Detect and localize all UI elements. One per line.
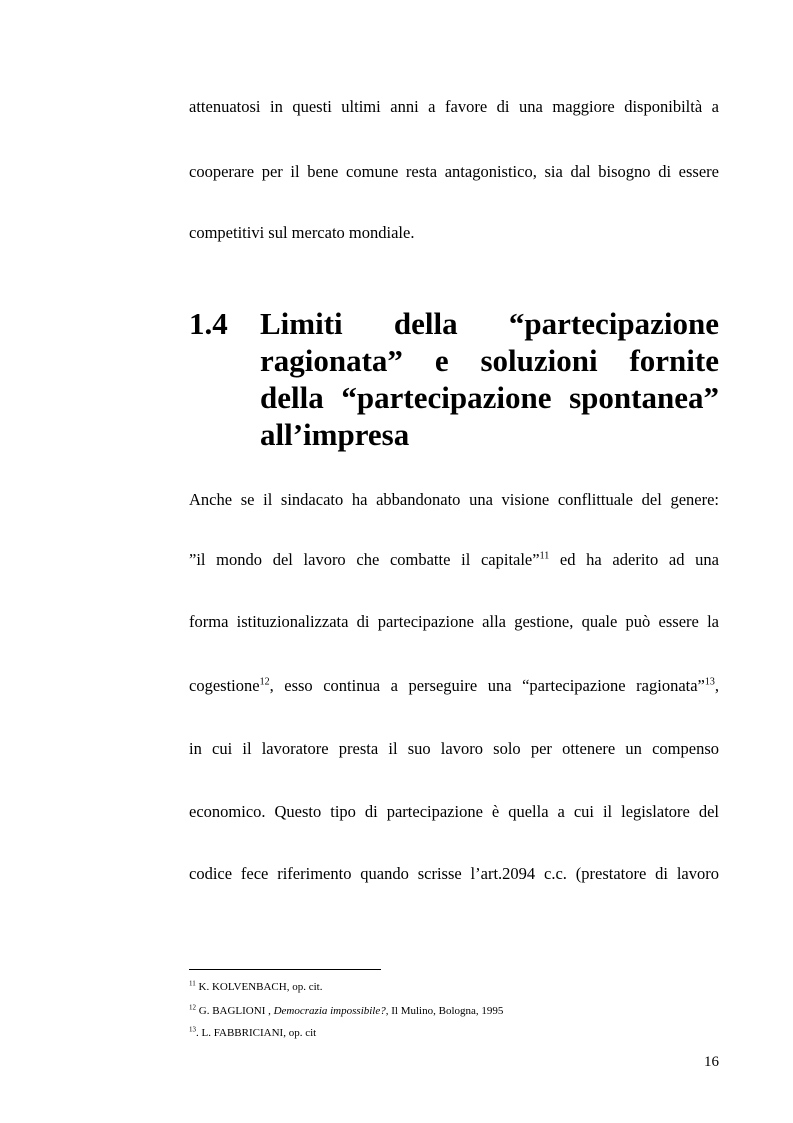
section-title-line: all’impresa: [260, 417, 410, 452]
footnote-book-title: Democrazia impossibile?: [273, 1005, 386, 1017]
text-line: competitivi sul mercato mondiale.: [189, 223, 415, 242]
section-title-line: Limiti della “partecipazione: [260, 306, 719, 341]
footnote-text: . L. FABBRICIANI, op. cit: [196, 1027, 317, 1039]
footnote: [189, 980, 322, 994]
section-title-line: della “partecipazione spontanea”: [260, 380, 719, 415]
footnote-mark: 11: [189, 979, 196, 988]
footnote-separator: [189, 969, 381, 970]
section-number: 1.4: [189, 306, 228, 341]
text-line: [189, 676, 719, 696]
text-line: [189, 550, 719, 570]
text-line: economico. Questo tipo di partecipazione è quella a cui il legislatore del: [189, 802, 719, 821]
text-span: , esso continua a perseguire una “partecipazione ragionata”: [269, 676, 705, 695]
footnote-ref: 11: [539, 550, 550, 562]
text-line: Anche se il sindacato ha abbandonato una visione conflittuale del genere:: [189, 490, 719, 509]
footnote-text: K. KOLVENBACH, op. cit.: [195, 981, 323, 993]
text-span: ,: [714, 676, 719, 695]
text-line: cooperare per il bene comune resta antagonistico, sia dal bisogno di essere: [189, 162, 719, 181]
footnote-ref: 13: [704, 676, 715, 688]
footnote: [189, 1004, 503, 1018]
text-line: codice fece riferimento quando scrisse l’art.2094 c.c. (prestatore di lavoro: [189, 864, 719, 883]
footnote-mark: 13: [189, 1025, 196, 1034]
page-number: 16: [704, 1054, 719, 1070]
text-line: attenuatosi in questi ultimi anni a favore di una maggiore disponibiltà a: [189, 97, 719, 116]
text-line: in cui il lavoratore presta il suo lavoro solo per ottenere un compenso: [189, 739, 719, 758]
footnote: [189, 1026, 316, 1040]
footnote-ref: 12: [259, 676, 270, 688]
section-title-line: ragionata” e soluzioni fornite: [260, 343, 719, 378]
footnote-text: , Il Mulino, Bologna, 1995: [385, 1005, 504, 1017]
text-span: cogestione: [189, 676, 260, 695]
text-span: ”il mondo del lavoro che combatte il capitale”: [189, 550, 540, 569]
footnote-mark: 12: [189, 1003, 196, 1012]
text-span: ed ha aderito ad una: [549, 550, 720, 569]
footnote-text: G. BAGLIONI ,: [196, 1005, 274, 1017]
text-line: forma istituzionalizzata di partecipazione alla gestione, quale può essere la: [189, 612, 719, 631]
